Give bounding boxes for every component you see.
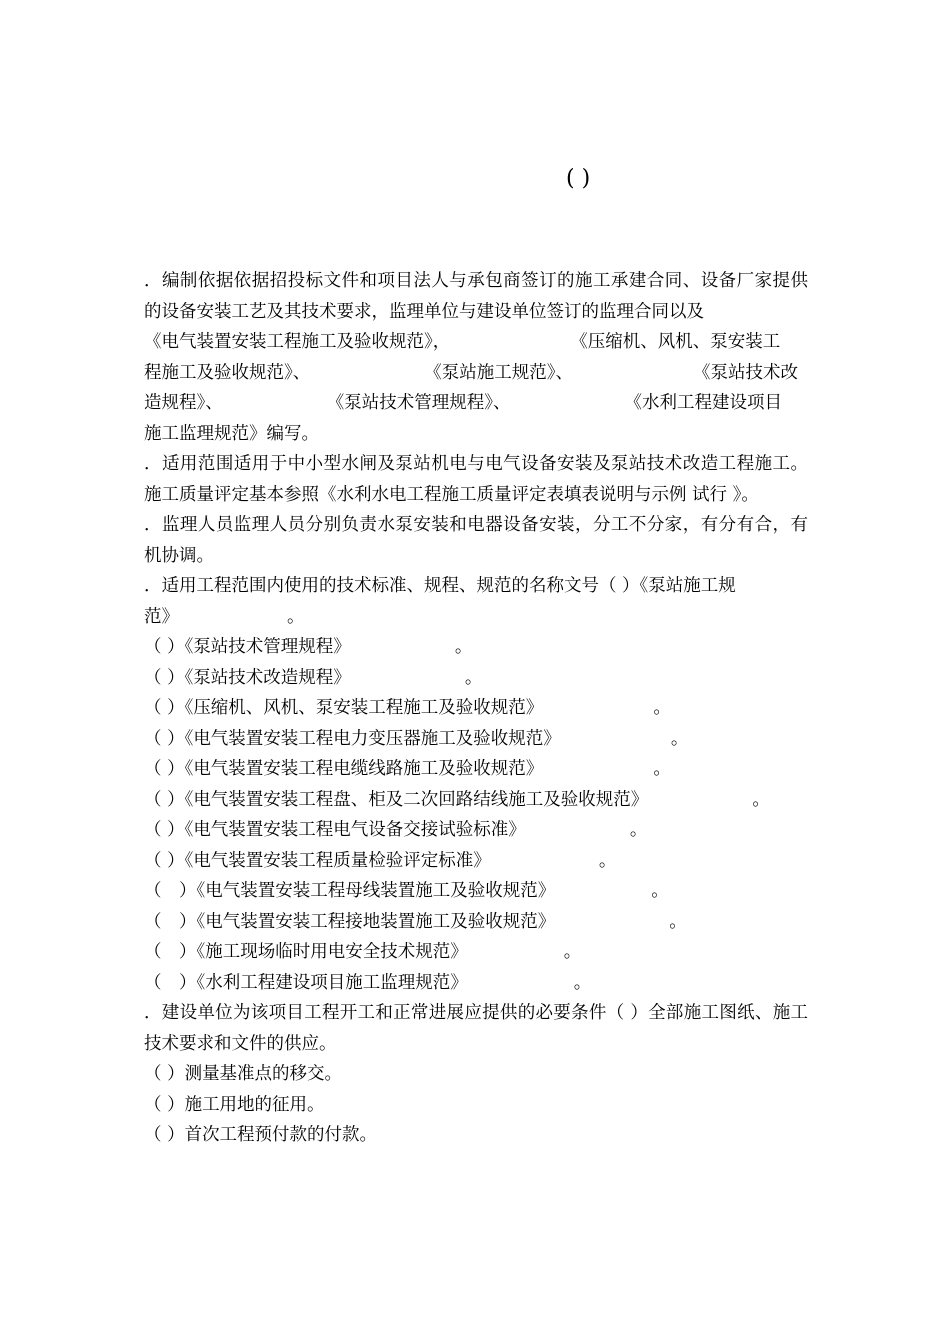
paragraph-conditions [144, 998, 808, 1059]
standard-item-text: （ ）《泵站技术改造规程》 [144, 667, 351, 688]
period-mark: 。 [454, 637, 473, 657]
paragraph-staff-text: ．监理人员监理人员分别负责水泵安装和电器设备安装，分工不分家，有分有合，有机协调。 [144, 515, 808, 566]
std-ref-water-project-cont: 施工监理规范》编写。 [144, 423, 319, 444]
standard-item-text: （ ）《电气装置安装工程电气设备交接试验标准》 [144, 820, 526, 840]
standard-item-text: （ ）《水利工程建设项目施工监理规范》 [144, 972, 468, 993]
standard-item [144, 785, 808, 816]
standard-item-text: （ ）《电气装置安装工程质量检验评定标准》 [144, 850, 491, 871]
paragraph-standards-cont [144, 602, 808, 633]
standard-item-text: （ ）《电气装置安装工程接地装置施工及验收规范》 [144, 911, 556, 932]
standard-item [144, 815, 808, 846]
standard-item [144, 968, 808, 999]
standard-item-text: （ ）《电气装置安装工程电缆线路施工及验收规范》 [144, 759, 544, 779]
period-mark: 。 [670, 728, 689, 749]
paragraph-basis [144, 266, 808, 327]
paragraph-basis-line3 [144, 358, 808, 389]
standard-item [144, 907, 808, 938]
standard-item-text: （ ）《压缩机、风机、泵安装工程施工及验收规范》 [144, 698, 544, 718]
standard-item [144, 724, 808, 755]
standard-item-text: （ ）《施工现场临时用电安全技术规范》 [144, 942, 468, 962]
period-mark: 。 [752, 789, 770, 810]
paragraph-scope-text: ．适用范围适用于中小型水闸及泵站机电与电气设备安装及泵站技术改造工程施工。施工质量评定基本参照《水利水电工程施工质量评定表填表说明与示例 试行 》。 [144, 454, 808, 505]
document-body [144, 266, 808, 1151]
period-mark: 。 [653, 698, 671, 718]
period-mark: 。 [653, 759, 671, 779]
standard-item [144, 754, 808, 785]
std-ref-pump-tech: 《泵站技术改 [693, 362, 798, 383]
paragraph-standards [144, 571, 808, 602]
period-mark: 。 [669, 911, 687, 932]
period-mark: 。 [563, 942, 582, 962]
paragraph-basis-line4 [144, 388, 808, 419]
standard-item-text: （ ）《泵站技术管理规程》 [144, 637, 351, 657]
conditions-list [144, 1059, 808, 1151]
std-ref-pump-station: 《泵站施工规范》、 [424, 362, 573, 383]
condition-item: （ ）测量基准点的移交。 [144, 1064, 343, 1084]
standard-item-text: （ ）《电气装置安装工程电力变压器施工及验收规范》 [144, 728, 561, 749]
condition-item: （ ）首次工程预付款的付款。 [144, 1125, 378, 1145]
std-ref-pump-tech-cont: 造规程》、 [144, 393, 223, 413]
std-ref-electrical: 《电气装置安装工程施工及验收规范》， [144, 332, 451, 352]
period-mark: 。 [573, 972, 592, 993]
subtitle-parenthesis: ( ) [566, 166, 591, 191]
paragraph-standards-text-cont: 范》 [144, 606, 179, 627]
period-mark: 。 [598, 850, 617, 871]
paragraph-basis-line2 [144, 327, 808, 358]
std-ref-compressor: 《压缩机、风机、泵安装工 [570, 332, 781, 352]
standard-item-text: （ ）《电气装置安装工程母线装置施工及验收规范》 [144, 881, 556, 901]
paragraph-standards-text: ．适用工程范围内使用的技术标准、规程、规范的名称文号（ ）《泵站施工规 [144, 576, 736, 596]
paragraph-staff [144, 510, 808, 571]
standard-item [144, 632, 808, 663]
paragraph-basis-text: ．编制依据依据招投标文件和项目法人与承包商签订的施工承建合同、设备厂家提供的设备安装工艺及其技术要求，监理单位与建设单位签订的监理合同以及 [144, 271, 808, 322]
standards-list [144, 632, 808, 998]
paragraph-scope [144, 449, 808, 510]
standard-item [144, 663, 808, 694]
standard-item [144, 876, 808, 907]
period-mark: 。 [464, 667, 483, 688]
period-mark: 。 [287, 606, 305, 627]
std-ref-pump-mgmt: 《泵站技术管理规程》、 [326, 393, 511, 413]
std-ref-compressor-cont: 程施工及验收规范》、 [144, 362, 311, 383]
paragraph-conditions-text: ．建设单位为该项目工程开工和正常进展应提供的必要条件（ ）全部施工图纸、施工技术要求和文件的供应。 [144, 1003, 808, 1054]
standard-item [144, 846, 808, 877]
standard-item [144, 937, 808, 968]
std-ref-water-project: 《水利工程建设项目 [624, 393, 782, 413]
period-mark: 。 [651, 881, 669, 901]
period-mark: 。 [629, 820, 648, 840]
standard-item [144, 693, 808, 724]
condition-item: （ ）施工用地的征用。 [144, 1094, 325, 1115]
paragraph-basis-line5 [144, 419, 808, 450]
standard-item-text: （ ）《电气装置安装工程盘、柜及二次回路结线施工及验收规范》 [144, 789, 649, 810]
